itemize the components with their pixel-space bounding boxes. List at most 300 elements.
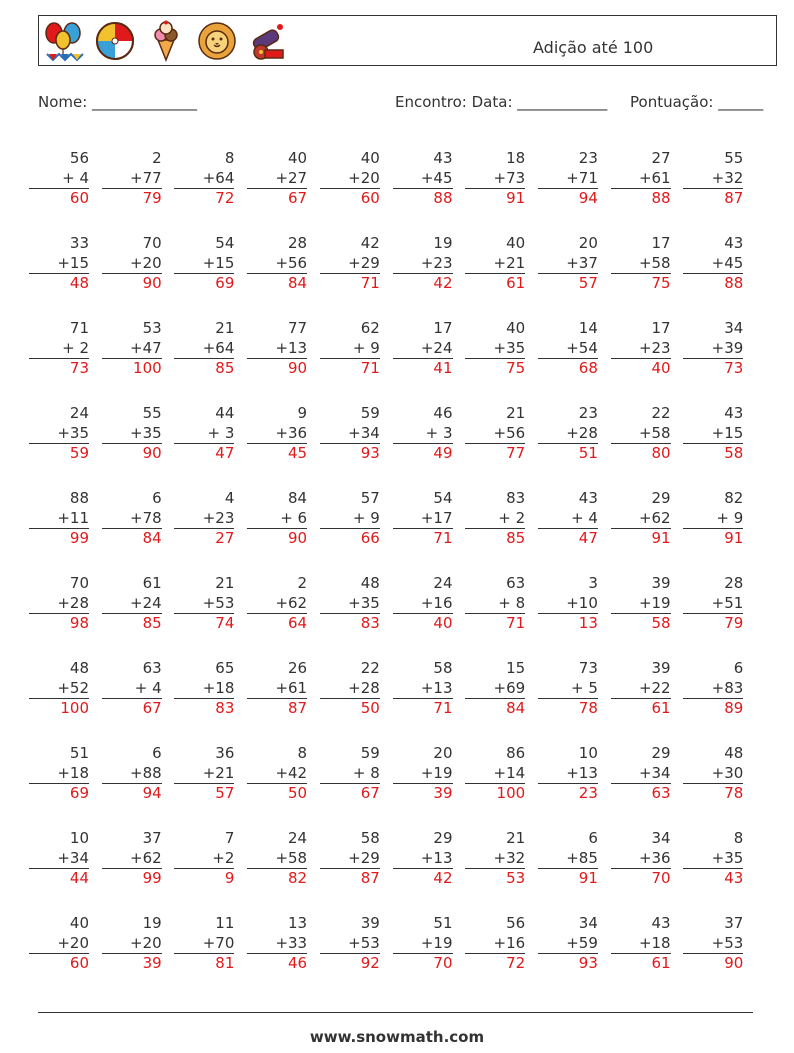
first-addend: 22 bbox=[651, 404, 671, 422]
answer: 23 bbox=[538, 783, 598, 804]
answer: 61 bbox=[611, 953, 671, 974]
addition-problem bbox=[247, 659, 307, 719]
answer: 91 bbox=[611, 528, 671, 549]
answer: 75 bbox=[611, 273, 671, 294]
answer: 87 bbox=[247, 698, 307, 719]
second-addend: +64 bbox=[202, 168, 235, 187]
problem-row bbox=[38, 829, 777, 899]
addition-problem bbox=[174, 149, 234, 209]
second-addend: +15 bbox=[711, 423, 744, 442]
second-addend: +35 bbox=[130, 423, 162, 442]
addition-problem bbox=[683, 914, 743, 974]
addition-problem bbox=[174, 489, 234, 549]
first-addend: 62 bbox=[360, 319, 380, 337]
second-addend: +71 bbox=[566, 168, 598, 187]
answer: 42 bbox=[393, 868, 453, 889]
addition-problem bbox=[465, 914, 525, 974]
first-addend: 11 bbox=[215, 914, 235, 932]
first-addend: 34 bbox=[724, 319, 744, 337]
addition-problem bbox=[174, 319, 234, 379]
second-addend: +19 bbox=[420, 933, 453, 952]
first-addend: 55 bbox=[142, 404, 162, 422]
first-addend: 61 bbox=[142, 574, 162, 592]
answer: 91 bbox=[683, 528, 743, 549]
first-addend: 43 bbox=[651, 914, 671, 932]
name-field: Nome: ______________ bbox=[38, 93, 198, 111]
answer: 83 bbox=[174, 698, 234, 719]
answer: 94 bbox=[538, 188, 598, 209]
second-addend: + 2 bbox=[62, 338, 89, 357]
second-addend: +20 bbox=[348, 168, 380, 187]
answer: 67 bbox=[247, 188, 307, 209]
addition-problem bbox=[320, 404, 380, 464]
first-addend: 43 bbox=[578, 489, 598, 507]
answer: 85 bbox=[102, 613, 162, 634]
first-addend: 8 bbox=[297, 744, 308, 762]
second-addend: +37 bbox=[566, 253, 598, 272]
first-addend: 29 bbox=[651, 744, 671, 762]
addition-problem bbox=[102, 574, 162, 634]
second-addend: +13 bbox=[275, 338, 308, 357]
addition-problem bbox=[247, 234, 307, 294]
addition-problem bbox=[538, 744, 598, 804]
answer: 80 bbox=[611, 443, 671, 464]
addition-problem bbox=[393, 744, 453, 804]
answer: 79 bbox=[683, 613, 743, 634]
addition-problem bbox=[320, 574, 380, 634]
addition-problem bbox=[174, 659, 234, 719]
second-addend: +19 bbox=[420, 763, 453, 782]
first-addend: 7 bbox=[224, 829, 235, 847]
addition-problem bbox=[465, 659, 525, 719]
addition-problem bbox=[320, 914, 380, 974]
first-addend: 13 bbox=[288, 914, 308, 932]
second-addend: +59 bbox=[566, 933, 598, 952]
second-addend: +69 bbox=[493, 678, 526, 697]
first-addend: 59 bbox=[360, 744, 380, 762]
answer: 64 bbox=[247, 613, 307, 634]
addition-problem bbox=[683, 234, 743, 294]
addition-problem bbox=[29, 404, 89, 464]
addition-problem bbox=[465, 234, 525, 294]
answer: 47 bbox=[538, 528, 598, 549]
first-addend: 40 bbox=[69, 914, 89, 932]
first-addend: 82 bbox=[724, 489, 744, 507]
first-addend: 10 bbox=[578, 744, 598, 762]
addition-problem bbox=[683, 574, 743, 634]
addition-problem bbox=[683, 489, 743, 549]
addition-problem bbox=[683, 659, 743, 719]
addition-problem bbox=[611, 829, 671, 889]
second-addend: +11 bbox=[57, 508, 89, 527]
second-addend: + 5 bbox=[571, 678, 598, 697]
first-addend: 17 bbox=[651, 234, 671, 252]
answer: 79 bbox=[102, 188, 162, 209]
addition-problem bbox=[465, 744, 525, 804]
answer: 40 bbox=[393, 613, 453, 634]
first-addend: 44 bbox=[215, 404, 235, 422]
first-addend: 20 bbox=[433, 744, 453, 762]
addition-problem bbox=[611, 149, 671, 209]
first-addend: 19 bbox=[142, 914, 162, 932]
addition-problem bbox=[683, 149, 743, 209]
second-addend: +61 bbox=[638, 168, 671, 187]
addition-problem bbox=[393, 149, 453, 209]
second-addend: +56 bbox=[493, 423, 526, 442]
first-addend: 6 bbox=[733, 659, 744, 677]
second-addend: +18 bbox=[57, 763, 89, 782]
first-addend: 51 bbox=[433, 914, 453, 932]
answer: 93 bbox=[538, 953, 598, 974]
second-addend: +16 bbox=[493, 933, 526, 952]
answer: 99 bbox=[102, 868, 162, 889]
answer: 9 bbox=[174, 868, 234, 889]
addition-problem bbox=[320, 659, 380, 719]
answer: 90 bbox=[102, 273, 162, 294]
answer: 50 bbox=[320, 698, 380, 719]
addition-problem bbox=[465, 404, 525, 464]
second-addend: +19 bbox=[638, 593, 671, 612]
first-addend: 88 bbox=[69, 489, 89, 507]
first-addend: 18 bbox=[506, 149, 526, 167]
first-addend: 8 bbox=[733, 829, 744, 847]
addition-problem bbox=[247, 829, 307, 889]
second-addend: +30 bbox=[711, 763, 744, 782]
answer: 51 bbox=[538, 443, 598, 464]
addition-problem bbox=[320, 149, 380, 209]
second-addend: +35 bbox=[711, 848, 744, 867]
first-addend: 56 bbox=[69, 149, 89, 167]
first-addend: 17 bbox=[433, 319, 453, 337]
addition-problem bbox=[29, 914, 89, 974]
answer: 43 bbox=[683, 868, 743, 889]
second-addend: + 4 bbox=[571, 508, 598, 527]
first-addend: 23 bbox=[578, 149, 598, 167]
second-addend: +24 bbox=[420, 338, 453, 357]
answer: 91 bbox=[465, 188, 525, 209]
answer: 81 bbox=[174, 953, 234, 974]
addition-problem bbox=[102, 829, 162, 889]
answer: 61 bbox=[465, 273, 525, 294]
addition-problem bbox=[538, 659, 598, 719]
addition-problem bbox=[29, 234, 89, 294]
answer: 41 bbox=[393, 358, 453, 379]
first-addend: 70 bbox=[69, 574, 89, 592]
addition-problem bbox=[393, 234, 453, 294]
first-addend: 39 bbox=[360, 914, 380, 932]
answer: 40 bbox=[611, 358, 671, 379]
first-addend: 17 bbox=[651, 319, 671, 337]
first-addend: 20 bbox=[578, 234, 598, 252]
second-addend: +15 bbox=[202, 253, 235, 272]
second-addend: +53 bbox=[202, 593, 235, 612]
addition-problem bbox=[174, 829, 234, 889]
first-addend: 63 bbox=[142, 659, 162, 677]
first-addend: 6 bbox=[152, 489, 162, 507]
addition-problem bbox=[102, 404, 162, 464]
answer: 73 bbox=[683, 358, 743, 379]
ice-cream-icon bbox=[145, 20, 187, 62]
second-addend: +36 bbox=[275, 423, 308, 442]
first-addend: 53 bbox=[142, 319, 162, 337]
second-addend: +20 bbox=[57, 933, 89, 952]
addition-problem bbox=[393, 404, 453, 464]
addition-problem bbox=[465, 489, 525, 549]
addition-problem bbox=[320, 319, 380, 379]
addition-problem bbox=[611, 914, 671, 974]
answer: 69 bbox=[29, 783, 89, 804]
answer: 72 bbox=[465, 953, 525, 974]
second-addend: +52 bbox=[57, 678, 89, 697]
second-addend: +17 bbox=[420, 508, 453, 527]
answer: 58 bbox=[611, 613, 671, 634]
answer: 71 bbox=[393, 698, 453, 719]
addition-problem bbox=[174, 744, 234, 804]
answer: 57 bbox=[538, 273, 598, 294]
addition-problem bbox=[247, 489, 307, 549]
second-addend: +70 bbox=[202, 933, 235, 952]
second-addend: +10 bbox=[566, 593, 598, 612]
answer: 90 bbox=[247, 358, 307, 379]
second-addend: + 9 bbox=[352, 508, 380, 527]
first-addend: 6 bbox=[588, 829, 598, 847]
first-addend: 8 bbox=[224, 149, 235, 167]
second-addend: +15 bbox=[57, 253, 89, 272]
second-addend: +16 bbox=[420, 593, 453, 612]
first-addend: 73 bbox=[578, 659, 598, 677]
addition-problem bbox=[683, 744, 743, 804]
addition-problem bbox=[538, 234, 598, 294]
second-addend: + 2 bbox=[498, 508, 526, 527]
addition-problem bbox=[29, 659, 89, 719]
second-addend: +18 bbox=[202, 678, 235, 697]
answer: 39 bbox=[102, 953, 162, 974]
addition-problem bbox=[102, 234, 162, 294]
addition-problem bbox=[247, 404, 307, 464]
addition-problem bbox=[393, 574, 453, 634]
addition-problem bbox=[174, 404, 234, 464]
first-addend: 43 bbox=[433, 149, 453, 167]
first-addend: 39 bbox=[651, 574, 671, 592]
second-addend: +13 bbox=[420, 848, 453, 867]
second-addend: +23 bbox=[202, 508, 235, 527]
second-addend: +62 bbox=[638, 508, 671, 527]
lion-icon bbox=[196, 20, 238, 62]
page-title: Adição até 100 bbox=[533, 38, 654, 57]
answer: 75 bbox=[465, 358, 525, 379]
addition-problem bbox=[320, 234, 380, 294]
problem-row bbox=[38, 914, 777, 984]
answer: 39 bbox=[393, 783, 453, 804]
meeting-date-field: Encontro: Data: ____________ bbox=[395, 93, 608, 111]
second-addend: +47 bbox=[130, 338, 162, 357]
addition-problem bbox=[393, 659, 453, 719]
second-addend: +13 bbox=[420, 678, 453, 697]
first-addend: 56 bbox=[506, 914, 526, 932]
answer: 68 bbox=[538, 358, 598, 379]
first-addend: 55 bbox=[724, 149, 744, 167]
problem-row bbox=[38, 489, 777, 559]
second-addend: +51 bbox=[711, 593, 744, 612]
problem-row bbox=[38, 659, 777, 729]
second-addend: + 3 bbox=[425, 423, 453, 442]
first-addend: 40 bbox=[360, 149, 380, 167]
addition-problem bbox=[393, 914, 453, 974]
addition-problem bbox=[611, 574, 671, 634]
first-addend: 21 bbox=[506, 829, 526, 847]
answer: 71 bbox=[320, 358, 380, 379]
answer: 85 bbox=[174, 358, 234, 379]
answer: 60 bbox=[29, 188, 89, 209]
second-addend: +34 bbox=[348, 423, 380, 442]
answer: 100 bbox=[29, 698, 89, 719]
first-addend: 43 bbox=[724, 404, 744, 422]
first-addend: 48 bbox=[724, 744, 744, 762]
second-addend: +27 bbox=[275, 168, 308, 187]
second-addend: + 8 bbox=[352, 763, 380, 782]
answer: 74 bbox=[174, 613, 234, 634]
second-addend: +24 bbox=[130, 593, 162, 612]
second-addend: +34 bbox=[638, 763, 671, 782]
addition-problem bbox=[465, 829, 525, 889]
first-addend: 42 bbox=[360, 234, 380, 252]
second-addend: +53 bbox=[348, 933, 380, 952]
addition-problem bbox=[29, 574, 89, 634]
second-addend: +83 bbox=[711, 678, 744, 697]
first-addend: 6 bbox=[152, 744, 162, 762]
second-addend: +14 bbox=[493, 763, 526, 782]
addition-problem bbox=[247, 149, 307, 209]
second-addend: +13 bbox=[566, 763, 598, 782]
answer: 88 bbox=[393, 188, 453, 209]
second-addend: +36 bbox=[638, 848, 671, 867]
answer: 83 bbox=[320, 613, 380, 634]
answer: 47 bbox=[174, 443, 234, 464]
first-addend: 37 bbox=[724, 914, 744, 932]
addition-problem bbox=[29, 829, 89, 889]
first-addend: 21 bbox=[215, 319, 235, 337]
answer: 87 bbox=[683, 188, 743, 209]
problem-row bbox=[38, 234, 777, 304]
second-addend: +21 bbox=[202, 763, 235, 782]
first-addend: 34 bbox=[578, 914, 598, 932]
answer: 89 bbox=[683, 698, 743, 719]
first-addend: 33 bbox=[69, 234, 89, 252]
problem-row bbox=[38, 744, 777, 814]
first-addend: 58 bbox=[433, 659, 453, 677]
second-addend: +77 bbox=[130, 168, 162, 187]
second-addend: +88 bbox=[130, 763, 162, 782]
answer: 13 bbox=[538, 613, 598, 634]
first-addend: 24 bbox=[288, 829, 308, 847]
first-addend: 34 bbox=[651, 829, 671, 847]
answer: 27 bbox=[174, 528, 234, 549]
first-addend: 28 bbox=[288, 234, 308, 252]
answer: 48 bbox=[29, 273, 89, 294]
answer: 57 bbox=[174, 783, 234, 804]
first-addend: 36 bbox=[215, 744, 235, 762]
answer: 44 bbox=[29, 868, 89, 889]
addition-problem bbox=[465, 319, 525, 379]
addition-problem bbox=[247, 914, 307, 974]
second-addend: + 4 bbox=[62, 168, 89, 187]
second-addend: +28 bbox=[348, 678, 380, 697]
first-addend: 29 bbox=[433, 829, 453, 847]
addition-problem bbox=[174, 574, 234, 634]
first-addend: 43 bbox=[724, 234, 744, 252]
second-addend: +35 bbox=[348, 593, 380, 612]
addition-problem bbox=[320, 744, 380, 804]
second-addend: +18 bbox=[638, 933, 671, 952]
first-addend: 15 bbox=[506, 659, 526, 677]
second-addend: +32 bbox=[711, 168, 744, 187]
answer: 58 bbox=[683, 443, 743, 464]
first-addend: 23 bbox=[578, 404, 598, 422]
answer: 71 bbox=[393, 528, 453, 549]
second-addend: + 6 bbox=[280, 508, 308, 527]
second-addend: +39 bbox=[711, 338, 744, 357]
first-addend: 83 bbox=[506, 489, 526, 507]
answer: 87 bbox=[320, 868, 380, 889]
answer: 98 bbox=[29, 613, 89, 634]
answer: 77 bbox=[465, 443, 525, 464]
second-addend: +61 bbox=[275, 678, 308, 697]
second-addend: +42 bbox=[275, 763, 308, 782]
second-addend: +54 bbox=[566, 338, 598, 357]
second-addend: + 8 bbox=[498, 593, 526, 612]
addition-problem bbox=[538, 149, 598, 209]
addition-problem bbox=[174, 914, 234, 974]
addition-problem bbox=[538, 489, 598, 549]
addition-problem bbox=[320, 489, 380, 549]
first-addend: 59 bbox=[360, 404, 380, 422]
problem-row bbox=[38, 149, 777, 219]
answer: 63 bbox=[611, 783, 671, 804]
answer: 70 bbox=[393, 953, 453, 974]
header-icons bbox=[43, 20, 289, 62]
second-addend: +53 bbox=[711, 933, 744, 952]
addition-problem bbox=[29, 489, 89, 549]
first-addend: 70 bbox=[142, 234, 162, 252]
first-addend: 58 bbox=[360, 829, 380, 847]
second-addend: +33 bbox=[275, 933, 308, 952]
answer: 46 bbox=[247, 953, 307, 974]
answer: 59 bbox=[29, 443, 89, 464]
addition-problem bbox=[102, 319, 162, 379]
addition-problem bbox=[102, 744, 162, 804]
addition-problem bbox=[247, 744, 307, 804]
first-addend: 39 bbox=[651, 659, 671, 677]
addition-problem bbox=[611, 744, 671, 804]
problem-row bbox=[38, 574, 777, 644]
first-addend: 57 bbox=[360, 489, 380, 507]
beach-ball-icon bbox=[94, 20, 136, 62]
addition-problem bbox=[247, 574, 307, 634]
first-addend: 40 bbox=[506, 319, 526, 337]
first-addend: 27 bbox=[651, 149, 671, 167]
first-addend: 46 bbox=[433, 404, 453, 422]
answer: 69 bbox=[174, 273, 234, 294]
second-addend: +35 bbox=[493, 338, 526, 357]
addition-problem bbox=[683, 829, 743, 889]
addition-problem bbox=[393, 319, 453, 379]
addition-problem bbox=[465, 574, 525, 634]
first-addend: 2 bbox=[297, 574, 308, 592]
answer: 49 bbox=[393, 443, 453, 464]
addition-problem bbox=[102, 659, 162, 719]
second-addend: + 9 bbox=[716, 508, 744, 527]
answer: 66 bbox=[320, 528, 380, 549]
